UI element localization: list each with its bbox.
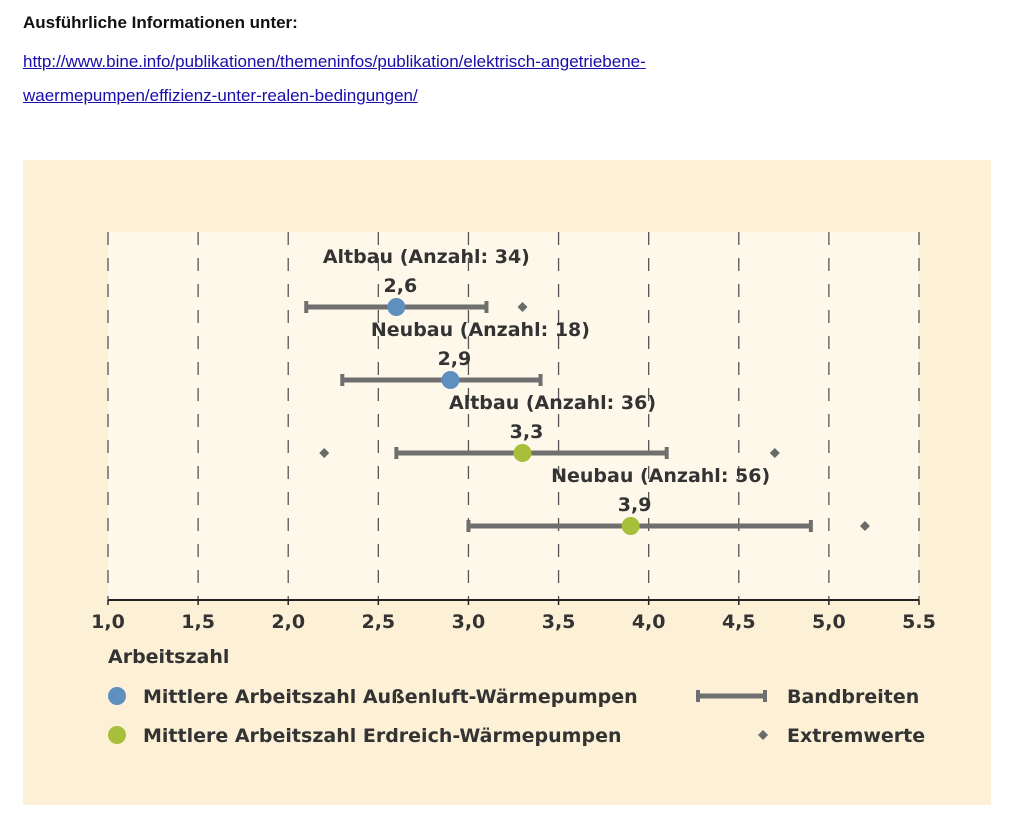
x-tick-label: 5.5: [902, 611, 936, 633]
legend-ground-marker: [108, 726, 126, 744]
series-label: Neubau (Anzahl: 18): [370, 319, 590, 341]
mean-point: [387, 298, 405, 316]
mean-point: [441, 371, 459, 389]
data-label: 2,6: [383, 275, 418, 297]
data-label: 3,9: [617, 494, 652, 516]
x-tick-label: 2,5: [361, 611, 396, 633]
data-label: 3,3: [509, 421, 544, 443]
legend-extreme-marker: [758, 730, 768, 740]
legend-range-label: Bandbreiten: [787, 686, 920, 708]
x-tick-label: 4,0: [631, 611, 666, 633]
plot-area: [108, 232, 919, 600]
x-tick-label: 3,5: [541, 611, 576, 633]
mean-point: [514, 444, 532, 462]
chart-panel: [23, 160, 991, 805]
series-label: Altbau (Anzahl: 34): [322, 246, 530, 268]
series-label: Neubau (Anzahl: 56): [551, 465, 771, 487]
x-tick-label: 2,0: [271, 611, 306, 633]
x-tick-label: 1,0: [91, 611, 125, 633]
mean-point: [622, 517, 640, 535]
x-tick-label: 5,0: [812, 611, 846, 633]
source-link-line-1[interactable]: http://www.bine.info/publikationen/themeninfos/publikation/elektrisch-angetriebene-: [23, 52, 646, 71]
x-tick-label: 1,5: [181, 611, 215, 633]
intro-heading: Ausführliche Informationen unter:: [23, 13, 298, 32]
legend-extreme-label: Extremwerte: [787, 725, 926, 747]
series-label: Altbau (Anzahl: 36): [448, 392, 657, 414]
x-tick-label: 3,0: [451, 611, 486, 633]
legend-air-marker: [108, 687, 126, 705]
x-axis-title: Arbeitszahl: [108, 646, 230, 668]
intro-section: [23, 12, 983, 113]
x-tick-label: 4,5: [721, 611, 756, 633]
legend-ground-label: Mittlere Arbeitszahl Erdreich-Wärmepumpen: [143, 725, 622, 747]
range-chart: [23, 160, 991, 805]
legend-air-label: Mittlere Arbeitszahl Außenluft-Wärmepumpen: [143, 686, 638, 708]
data-label: 2,9: [437, 348, 472, 370]
source-link-line-2[interactable]: waermepumpen/effizienz-unter-realen-bedingungen/: [23, 86, 418, 105]
